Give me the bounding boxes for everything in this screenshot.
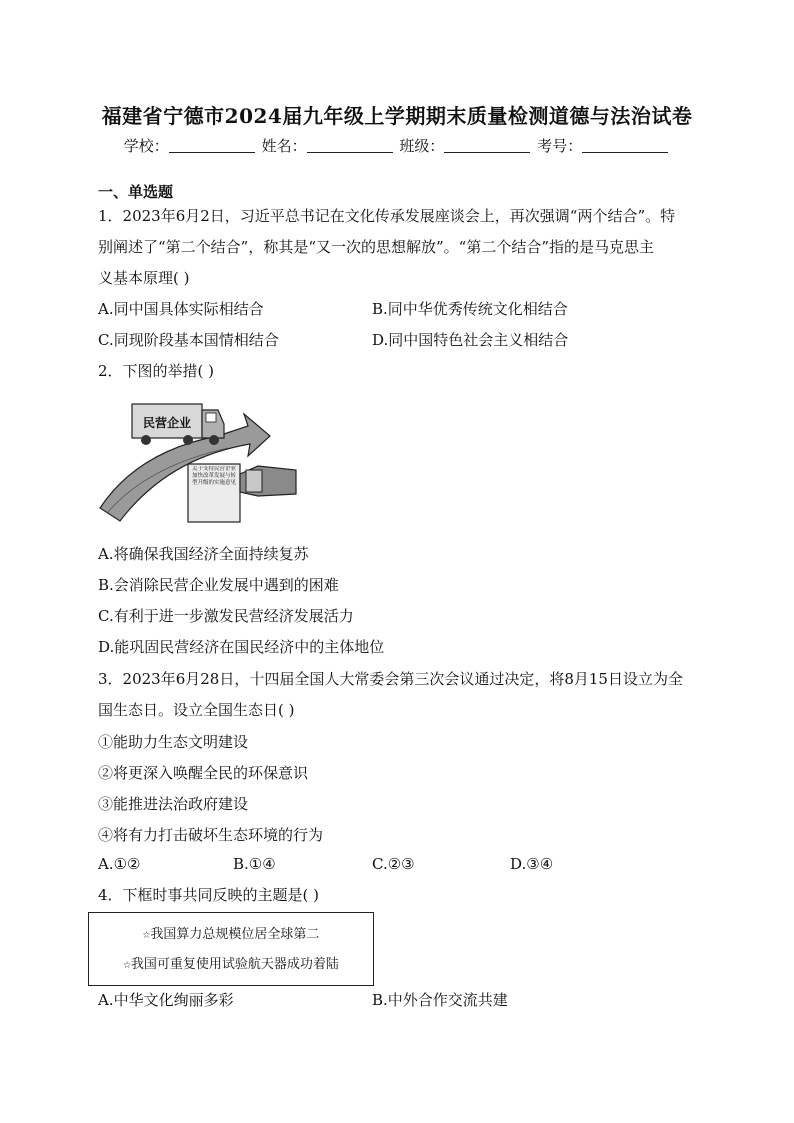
q1-line-1: 1．2023年6月2日，习近平总书记在文化传承发展座谈会上，再次强调“两个结合”。特 [98,207,676,225]
number-label: 考号： [537,137,583,155]
truck-label: 民营企业 [142,416,192,430]
q4-option-b: B.中外合作交流共建 [372,991,508,1009]
q3-line-1: 3．2023年6月28日，十四届全国人大常委会第三次会议通过决定，将8月15日设立为全 [98,670,683,688]
news-item-2: ☆我国可重复使用试验航天器成功着陆 [123,957,339,972]
q1-option-b: B.同中华优秀传统文化相结合 [372,300,568,318]
q2-stem: 2．下图的举措( ) [98,362,215,380]
news-item-1: ☆我国算力总规模位居全球第二 [142,927,320,942]
q2-option-c: C.有利于进一步激发民营经济发展活力 [98,607,354,625]
q4-option-a: A.中华文化绚丽多彩 [98,991,234,1009]
q3-statement-1: ①能助力生态文明建设 [98,733,249,751]
q2-option-b: B.会消除民营企业发展中遇到的困难 [98,576,339,594]
q3-line-2: 国生态日。设立全国生态日( ) [98,701,295,719]
document-text: 关于支持民营企业加快改革发展与转型升级的实施意见 [191,466,236,486]
class-blank[interactable] [444,138,530,153]
policy-document-icon [188,464,296,522]
q3-option-c: C.②③ [372,855,415,873]
student-info-line [0,135,794,156]
q3-statement-2: ②将更深入唤醒全民的环保意识 [98,764,309,782]
q3-option-b: B.①④ [233,855,276,873]
q1-line-2: 别阐述了“第二个结合”，称其是“又一次的思想解放”。“第二个结合”指的是马克思主 [98,238,655,256]
number-blank[interactable] [582,138,668,153]
school-label: 学校： [123,137,169,155]
page-title: 福建省宁德市2024届九年级上学期期末质量检测道德与法治试卷 [101,104,693,128]
q1-option-d: D.同中国特色社会主义相结合 [372,331,569,349]
q1-line-3: 义基本原理( ) [98,269,190,287]
class-label: 班级： [399,137,445,155]
name-blank[interactable] [307,138,393,153]
q1-option-a: A.同中国具体实际相结合 [98,300,264,318]
q2-option-d: D.能巩固民营经济在国民经济中的主体地位 [98,638,385,656]
q4-stem: 4．下框时事共同反映的主题是( ) [98,886,320,904]
q3-statement-4: ④将有力打击破坏生态环境的行为 [98,826,324,844]
school-blank[interactable] [169,138,255,153]
name-label: 姓名： [261,137,307,155]
truck-icon [132,404,224,445]
q3-option-a: A.①② [98,855,141,873]
section-heading: 一、单选题 [98,183,174,201]
news-box [88,912,374,986]
policy-cartoon-image [98,396,298,526]
q2-option-a: A.将确保我国经济全面持续复苏 [98,545,309,563]
q3-option-d: D.③④ [510,855,554,873]
q1-option-c: C.同现阶段基本国情相结合 [98,331,279,349]
q3-statement-3: ③能推进法治政府建设 [98,795,249,813]
